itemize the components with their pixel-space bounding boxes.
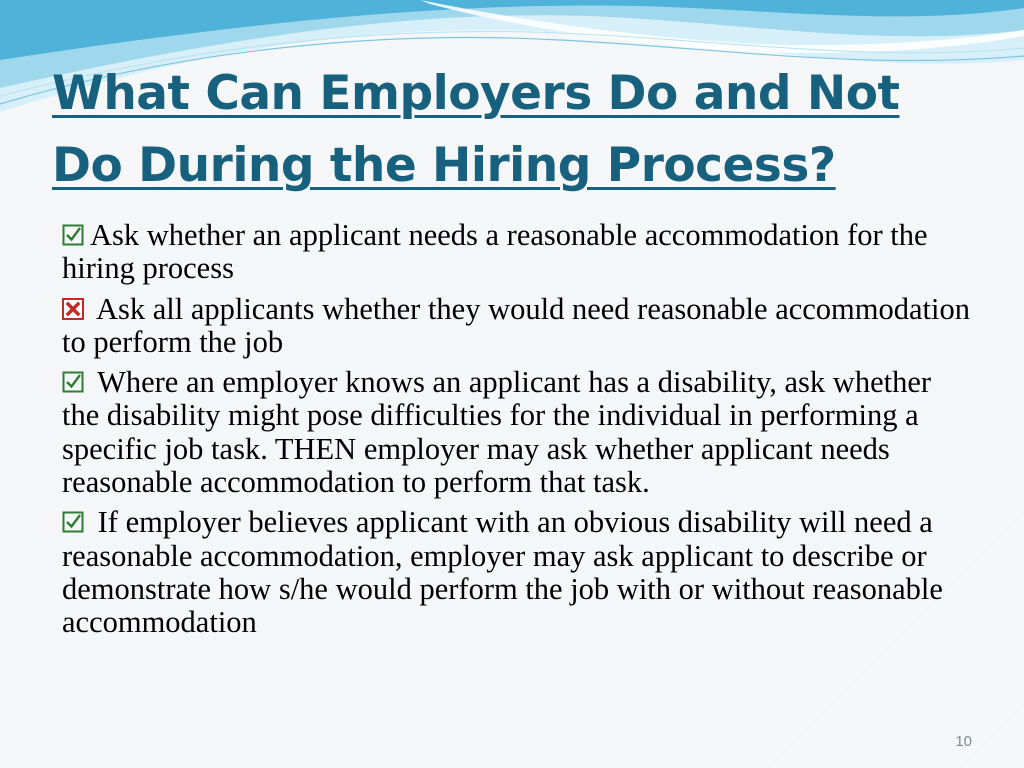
bullet-text-2: Ask all applicants whether they would need reasonable accommodation to perform the job [62,291,970,359]
bullet-item-3 [62,366,972,499]
bullet-item-1 [62,219,972,286]
page-number: 10 [955,733,972,750]
checkbox-check-icon [62,511,84,533]
slide-title-line-2: Do During the Hiring Process? [52,138,836,193]
bullet-item-4 [62,506,972,639]
bullet-text-4: If employer believes applicant with an obvious disability will need a reasonable accommodation, employer may ask applicant to describe or demonstrate how s/he would perform the job with or without reasonable accommodation [62,505,943,640]
bullet-item-2 [62,293,972,360]
bullet-text-1: Ask whether an applicant needs a reasonable accommodation for the hiring process [62,218,928,286]
checkbox-x-icon [62,298,84,320]
bullet-text-3: Where an employer knows an applicant has a disability, ask whether the disability might pose difficulties for the individual in performing a specific job task. THEN employer may ask whether applicant needs reasonable accommodation to perform that task. [62,365,932,500]
checkbox-check-icon [62,224,84,246]
slide-title-line-1: What Can Employers Do and Not [52,66,900,121]
bullet-list [62,219,972,647]
slide-title [52,58,899,202]
checkbox-check-icon [62,371,84,393]
